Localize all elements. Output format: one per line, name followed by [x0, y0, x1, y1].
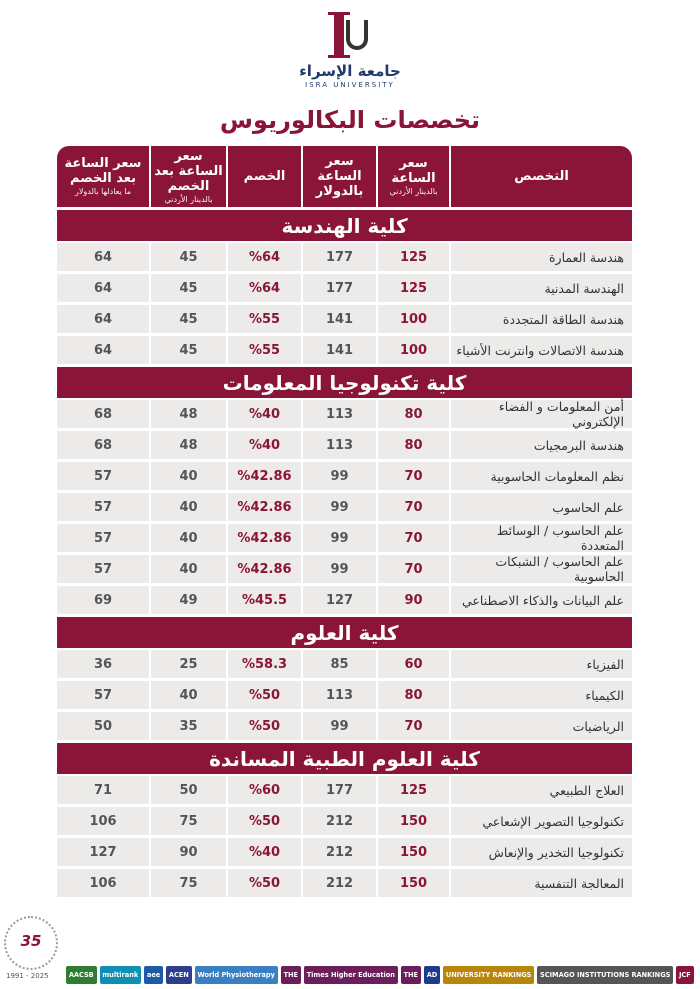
- accreditation-logos: [66, 964, 696, 986]
- hour-price-usd: 177: [301, 274, 376, 302]
- hour-price-jod: 150: [376, 838, 449, 866]
- anniversary-badge: [4, 916, 58, 970]
- discount-value: %58.3: [226, 650, 301, 678]
- price-after-discount-usd: 106: [89, 813, 117, 829]
- discount-value: %50: [226, 869, 301, 897]
- discount-value: %45.5: [226, 586, 301, 614]
- table-row: [57, 243, 632, 271]
- discount-value: %64: [226, 274, 301, 302]
- hour-price-usd: 177: [301, 243, 376, 271]
- header-major: [449, 146, 632, 207]
- hour-price-usd: 141: [301, 305, 376, 333]
- accreditation-logo: AD: [424, 966, 440, 984]
- university-logo: [0, 8, 700, 90]
- header-hour-price-usd-label: سعر الساعة بالدولار: [315, 154, 364, 199]
- hour-price-usd: 113: [301, 431, 376, 459]
- header-discount-label: الخصم: [243, 169, 286, 184]
- major-name: الرياضيات: [449, 712, 632, 740]
- discount-value: %64: [226, 243, 301, 271]
- table-row: [57, 274, 632, 302]
- header-price-after-discount-jod-sub: بالدينار الأردني: [164, 194, 213, 204]
- price-after-discount-jod: 40: [149, 493, 226, 521]
- major-name: هندسة الاتصالات وانترنت الأشياء: [449, 336, 632, 364]
- discount-value: %55: [226, 305, 301, 333]
- price-after-discount-usd: 36: [93, 656, 113, 672]
- table-row: [57, 712, 632, 740]
- accreditation-logo: multirank: [100, 966, 142, 984]
- discount-value: %42.86: [226, 555, 301, 583]
- price-after-discount-usd: 64: [93, 342, 113, 358]
- price-after-discount-jod: 35: [149, 712, 226, 740]
- table-row: [57, 524, 632, 552]
- discount-value: %40: [226, 838, 301, 866]
- discount-value: %40: [226, 431, 301, 459]
- table-row: [57, 681, 632, 709]
- price-after-discount-jod: 40: [149, 524, 226, 552]
- hour-price-jod: 125: [376, 274, 449, 302]
- table-body: [57, 210, 632, 897]
- major-name: الفيزياء: [449, 650, 632, 678]
- college-heading: كلية العلوم: [57, 617, 632, 648]
- hour-price-jod: 70: [376, 555, 449, 583]
- page-title: تخصصات البكالوريوس: [219, 106, 481, 134]
- major-name: علم الحاسوب / الوسائط المتعددة: [449, 524, 632, 552]
- hour-price-jod: 70: [376, 462, 449, 490]
- major-name: الهندسة المدنية: [449, 274, 632, 302]
- hour-price-jod: 150: [376, 807, 449, 835]
- price-after-discount-jod: 25: [149, 650, 226, 678]
- price-after-discount-usd: 68: [93, 437, 113, 453]
- header-price-after-discount-jod: [149, 146, 226, 207]
- accreditation-logo: THE: [401, 966, 421, 984]
- major-name: هندسة الطاقة المتجددة: [449, 305, 632, 333]
- accreditation-logo: Times Higher Education: [304, 966, 398, 984]
- price-after-discount-jod: 40: [149, 555, 226, 583]
- hour-price-jod: 90: [376, 586, 449, 614]
- accreditation-logo: SCIMAGO INSTITUTIONS RANKINGS: [537, 966, 673, 984]
- college-rows: [57, 650, 632, 740]
- major-name: علم الحاسوب: [449, 493, 632, 521]
- header-discount: [226, 146, 301, 207]
- table-row: [57, 462, 632, 490]
- anniversary-number: 35: [20, 932, 42, 950]
- college-rows: [57, 243, 632, 364]
- discount-value: %55: [226, 336, 301, 364]
- table-row: [57, 400, 632, 428]
- hour-price-usd: 99: [301, 462, 376, 490]
- accreditation-logo: ACEN: [166, 966, 192, 984]
- hour-price-usd: 212: [301, 807, 376, 835]
- price-after-discount-usd: 64: [93, 311, 113, 327]
- major-name: هندسة العمارة: [449, 243, 632, 271]
- price-after-discount-jod: 90: [149, 838, 226, 866]
- price-after-discount-jod: 40: [149, 681, 226, 709]
- major-name: تكنولوجيا التخدير والإنعاش: [449, 838, 632, 866]
- price-after-discount-jod: 48: [149, 400, 226, 428]
- hour-price-usd: 113: [301, 400, 376, 428]
- discount-value: %50: [226, 807, 301, 835]
- table-row: [57, 807, 632, 835]
- header-price-after-discount-jod-label: سعر الساعة بعد الخصم: [154, 148, 223, 194]
- header-price-after-discount-usd-sub: ما يعادلها بالدولار: [74, 187, 132, 196]
- accreditation-logo: World Physiotherapy: [195, 966, 278, 984]
- price-after-discount-usd: 50: [93, 718, 113, 734]
- header-hour-price-jod-sub: بالدينار الأردني: [389, 187, 438, 196]
- table-row: [57, 776, 632, 804]
- table-row: [57, 336, 632, 364]
- hour-price-jod: 60: [376, 650, 449, 678]
- table-row: [57, 650, 632, 678]
- college-rows: [57, 776, 632, 897]
- price-after-discount-jod: 45: [149, 274, 226, 302]
- logo-english-name: ISRA UNIVERSITY: [305, 81, 395, 89]
- accreditation-logo: UNIVERSITY RANKINGS: [443, 966, 534, 984]
- major-name: علم الحاسوب / الشبكات الحاسوبية: [449, 555, 632, 583]
- hour-price-jod: 80: [376, 400, 449, 428]
- price-after-discount-usd: 106: [89, 875, 117, 891]
- college-heading: كلية تكنولوجيا المعلومات: [57, 367, 632, 398]
- header-price-after-discount-usd: [57, 146, 149, 207]
- hour-price-jod: 100: [376, 336, 449, 364]
- hour-price-usd: 177: [301, 776, 376, 804]
- hour-price-jod: 80: [376, 681, 449, 709]
- table-row: [57, 431, 632, 459]
- price-after-discount-jod: 75: [149, 869, 226, 897]
- price-after-discount-jod: 50: [149, 776, 226, 804]
- table-row: [57, 493, 632, 521]
- major-name: أمن المعلومات و الفضاء الإلكتروني: [449, 400, 632, 428]
- price-after-discount-jod: 45: [149, 336, 226, 364]
- price-after-discount-jod: 48: [149, 431, 226, 459]
- discount-value: %60: [226, 776, 301, 804]
- major-name: العلاج الطبيعي: [449, 776, 632, 804]
- price-after-discount-usd: 57: [93, 530, 113, 546]
- table-row: [57, 838, 632, 866]
- hour-price-jod: 70: [376, 712, 449, 740]
- college-heading: كلية العلوم الطبية المساندة: [57, 743, 632, 774]
- hour-price-usd: 212: [301, 869, 376, 897]
- price-after-discount-usd: 71: [93, 782, 113, 798]
- discount-value: %42.86: [226, 493, 301, 521]
- hour-price-usd: 212: [301, 838, 376, 866]
- college-heading: كلية الهندسة: [57, 210, 632, 241]
- logo-mark-icon: [320, 8, 380, 60]
- table-row: [57, 305, 632, 333]
- accreditation-logo: THE: [281, 966, 301, 984]
- table-row: [57, 555, 632, 583]
- price-after-discount-usd: 57: [93, 687, 113, 703]
- price-after-discount-usd: 64: [93, 280, 113, 296]
- price-after-discount-usd: 68: [93, 406, 113, 422]
- accreditation-logo: aee: [144, 966, 163, 984]
- hour-price-usd: 99: [301, 493, 376, 521]
- major-name: تكنولوجيا التصوير الإشعاعي: [449, 807, 632, 835]
- logo-arabic-name: جامعة الإسراء: [299, 62, 401, 80]
- accreditation-logo: AACSB: [66, 966, 97, 984]
- anniversary-years: 1991 - 2025: [6, 972, 49, 980]
- price-after-discount-jod: 75: [149, 807, 226, 835]
- hour-price-usd: 85: [301, 650, 376, 678]
- price-after-discount-usd: 57: [93, 468, 113, 484]
- hour-price-usd: 113: [301, 681, 376, 709]
- header-major-label: التخصص: [514, 169, 569, 184]
- hour-price-jod: 100: [376, 305, 449, 333]
- college-rows: [57, 400, 632, 614]
- hour-price-usd: 141: [301, 336, 376, 364]
- hour-price-usd: 99: [301, 712, 376, 740]
- price-after-discount-jod: 49: [149, 586, 226, 614]
- major-name: هندسة البرمجيات: [449, 431, 632, 459]
- hour-price-usd: 99: [301, 524, 376, 552]
- hour-price-jod: 125: [376, 776, 449, 804]
- discount-value: %42.86: [226, 462, 301, 490]
- header-hour-price-jod-label: سعر الساعة: [391, 156, 436, 186]
- discount-value: %50: [226, 712, 301, 740]
- header-hour-price-usd: [301, 146, 376, 207]
- hour-price-usd: 99: [301, 555, 376, 583]
- accreditation-logo: JCF: [676, 966, 693, 984]
- header-price-after-discount-usd-label: سعر الساعة بعد الخصم: [64, 156, 142, 186]
- price-after-discount-usd: 57: [93, 499, 113, 515]
- major-name: نظم المعلومات الحاسوبية: [449, 462, 632, 490]
- discount-value: %42.86: [226, 524, 301, 552]
- major-name: علم البيانات والذكاء الاصطناعي: [449, 586, 632, 614]
- price-after-discount-usd: 127: [89, 844, 117, 860]
- price-after-discount-jod: 45: [149, 243, 226, 271]
- price-after-discount-jod: 45: [149, 305, 226, 333]
- price-after-discount-usd: 69: [93, 592, 113, 608]
- table-row: [57, 586, 632, 614]
- discount-value: %40: [226, 400, 301, 428]
- hour-price-jod: 70: [376, 524, 449, 552]
- hour-price-jod: 80: [376, 431, 449, 459]
- hour-price-jod: 150: [376, 869, 449, 897]
- hour-price-usd: 127: [301, 586, 376, 614]
- major-name: المعالجة التنفسية: [449, 869, 632, 897]
- major-name: الكيمياء: [449, 681, 632, 709]
- price-after-discount-usd: 57: [93, 561, 113, 577]
- hour-price-jod: 70: [376, 493, 449, 521]
- price-after-discount-usd: 64: [93, 249, 113, 265]
- discount-value: %50: [226, 681, 301, 709]
- tuition-table: [57, 146, 632, 900]
- hour-price-jod: 125: [376, 243, 449, 271]
- price-after-discount-jod: 40: [149, 462, 226, 490]
- header-hour-price-jod: [376, 146, 449, 207]
- table-header: [57, 146, 632, 207]
- table-row: [57, 869, 632, 897]
